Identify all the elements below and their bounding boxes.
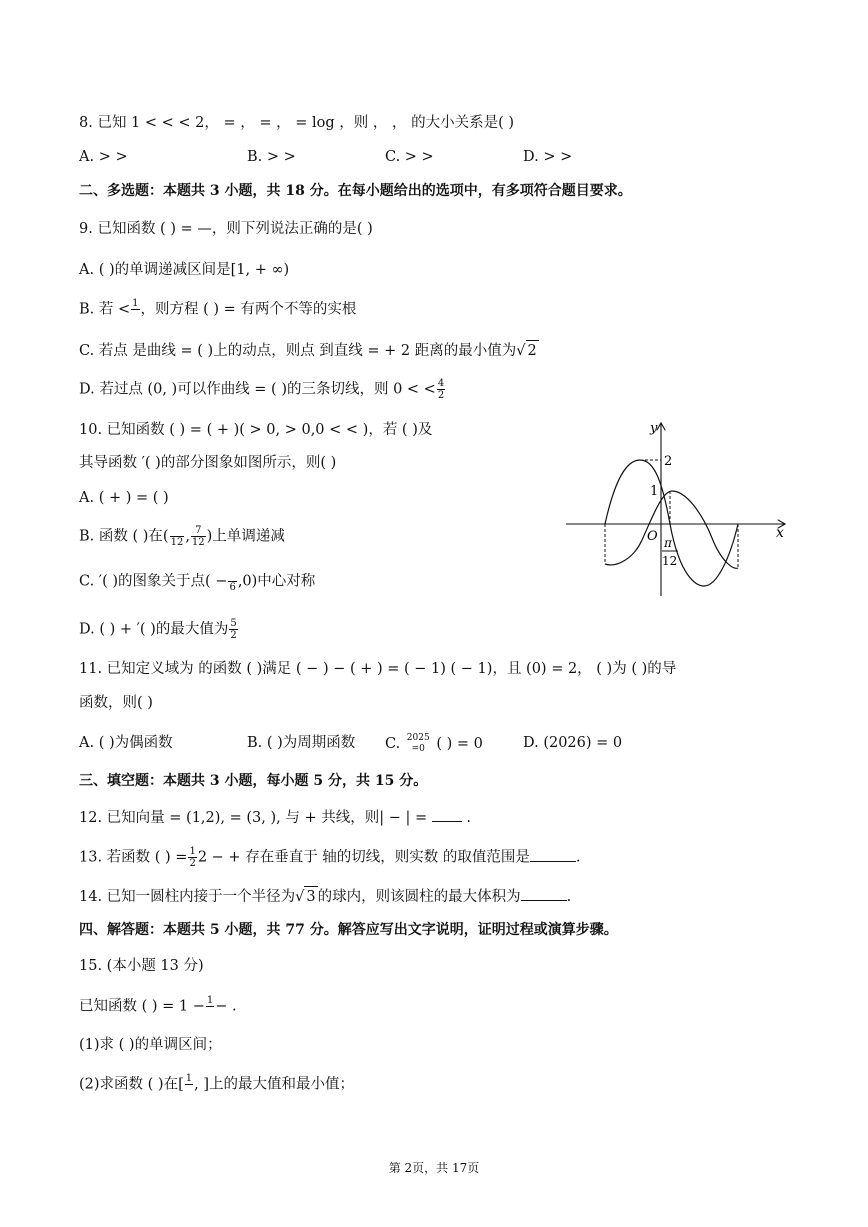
- q9-option-b: B. 若 < 1 ，则方程 ( ) = 有两个不等的实根: [79, 298, 357, 318]
- q15-part-1: (1)求 ( )的单调区间；: [79, 1037, 222, 1053]
- q11-option-c: C. 2025 =0 ( ) = 0: [385, 733, 483, 754]
- section-2-heading: 二、多选题：本题共 3 小题，共 18 分。在每小题给出的选项中，有多项符合题目要求。: [79, 183, 632, 199]
- q15-part-2: (2)求函数 ( )在[ 1 , ]上的最大值和最小值；: [79, 1073, 354, 1093]
- q15-heading: 15. (本小题 13 分): [79, 958, 204, 974]
- q8-option-c: C. > >: [385, 149, 434, 165]
- q11-stem-line1: 11. 已知定义域为 的函数 ( )满足 ( − ) − ( + ) = ( − 1) ( − 1)，且 (0) = 2， ( )为 ( )的导: [79, 661, 677, 677]
- q11-option-b: B. ( )为周期函数: [247, 735, 356, 751]
- q12-stem: 12. 已知向量 = (1,2), = (3, ), 与 + 共线，则| − | = .: [79, 807, 471, 828]
- q15-definition: 已知函数 ( ) = 1 − 1 − .: [79, 995, 237, 1015]
- q10-option-c: C. ′( )的图象关于点( − 6 ,0)中心对称: [79, 570, 315, 593]
- q8-option-b: B. > >: [247, 149, 296, 165]
- q11-stem-line2: 函数，则( ): [79, 695, 153, 711]
- section-4-heading: 四、解答题：本题共 5 小题，共 77 分。解答应写出文字说明，证明过程或演算步骤。: [79, 922, 618, 938]
- q9-option-a: A. ( )的单调递减区间是[1, + ∞): [79, 262, 290, 278]
- section-3-heading: 三、填空题：本题共 3 小题，每小题 5 分，共 15 分。: [79, 773, 428, 789]
- q8-stem: 8. 已知 1 < < < 2， = ， = ， = log ，则 ， ， 的大小关系是( ): [79, 115, 514, 131]
- q10-stem-line1: 10. 已知函数 ( ) = ( + )( > 0, > 0,0 < < )，若 ( )及: [79, 422, 433, 438]
- y-tick-1: 1: [650, 484, 659, 499]
- q11-option-a: A. ( )为偶函数: [79, 735, 173, 751]
- x-tick-12: 12: [662, 554, 678, 568]
- q10-function-graph: [562, 418, 792, 603]
- q13-answer-blank: [530, 847, 576, 862]
- x-tick-pi: π: [664, 536, 672, 550]
- y-axis-label: y: [650, 421, 658, 436]
- q14-stem: 14. 已知一圆柱内接于一个半径为√ 3 的球内，则该圆柱的最大体积为 .: [79, 886, 571, 907]
- q8-option-a: A. > >: [79, 149, 128, 165]
- q9-option-c: C. 若点 是曲线 = ( )上的动点，则点 到直线 = + 2 距离的最小值为√ 2: [79, 340, 539, 361]
- q13-stem: 13. 若函数 ( ) = $\frac{1}{2}$ 2 − + 存在垂直于 轴的切线，则实数 的取值范围是 .: [79, 846, 581, 869]
- q11-option-d: D. (2026) = 0: [523, 735, 623, 751]
- origin-label: O: [647, 529, 658, 544]
- q8-option-d: D. > >: [523, 149, 573, 165]
- x-axis-label: x: [776, 525, 784, 541]
- y-tick-2: 2: [664, 454, 673, 469]
- q9-stem: 9. 已知函数 ( ) = —，则下列说法正确的是( ): [79, 221, 373, 237]
- q12-answer-blank: [432, 807, 462, 822]
- page-footer: 第 2页，共 17页: [388, 1161, 480, 1175]
- q10-option-b: B. 函数 ( )在( 12 , $\frac{7}{12}$ )上单调递减: [79, 525, 285, 548]
- q9-option-d: D. 若过点 (0, )可以作曲线 = ( )的三条切线，则 0 < < $\frac{4}{2}$: [79, 378, 445, 401]
- q10-option-a: A. ( + ) = ( ): [79, 490, 169, 506]
- q14-answer-blank: [521, 886, 567, 901]
- q10-option-d: D. ( ) + ′( )的最大值为 $\frac{5}{2}$: [79, 618, 237, 641]
- q10-stem-line2: 其导函数 ′( )的部分图象如图所示，则( ): [79, 455, 337, 471]
